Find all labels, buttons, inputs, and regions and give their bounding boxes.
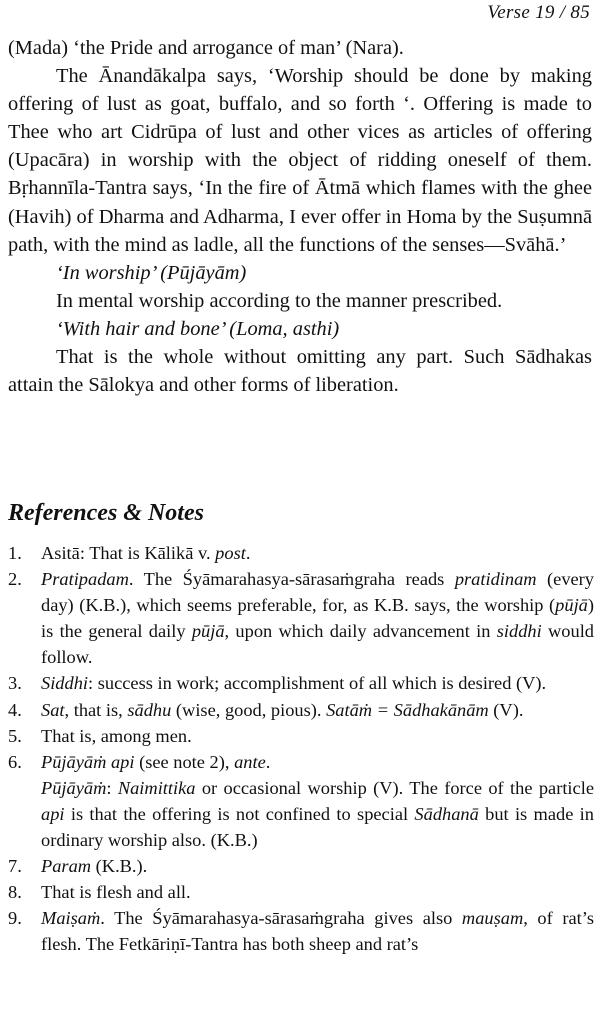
note-text: Maiṣaṁ. The Śyāmarahasya-sārasaṁgraha gives also mauṣam, of rat’s flesh. The Fetkāriṇī-Tantra has both sheep and rat’s (41, 908, 594, 955)
note-number: 1. (8, 543, 22, 563)
note-number: 9. (8, 908, 22, 929)
note-number: 7. (8, 856, 22, 877)
paragraph: That is the whole without omitting any part. Such Sādhakas attain the Sālokya and other forms of liberation. (8, 346, 592, 397)
note-number: 6. (8, 751, 22, 772)
note-item (8, 905, 594, 957)
note-text: Sat, that is, sādhu (wise, good, pious). Satāṁ = Sādhakānām (V). (41, 699, 524, 720)
note-number: 3. (8, 673, 22, 694)
note-text: That is flesh and all. (41, 882, 191, 903)
note-item (8, 540, 594, 566)
verse-commentary (8, 34, 592, 399)
note-item (8, 697, 594, 723)
term-heading: ‘In worship’ (Pūjāyām) (56, 261, 247, 284)
note-number: 5. (8, 725, 22, 746)
note-number: 4. (8, 699, 22, 720)
notes-heading: References & Notes (8, 500, 204, 526)
term-explanation: In mental worship according to the manner prescribed. (56, 289, 503, 312)
note-text: Siddhi: success in work; accomplishment of all which is desired (V). (41, 673, 547, 694)
note-text: Pūjāyāṁ api (see note 2), ante. (41, 751, 271, 772)
term-heading: ‘With hair and bone’ (Loma, asthi) (56, 317, 340, 340)
notes-list (8, 540, 594, 958)
note-text: That is, among men. (41, 725, 192, 746)
running-header: Verse 19 / 85 (487, 2, 590, 23)
note-text: Pratipadam. The Śyāmarahasya-sārasaṁgraha reads pratidinam (every day) (K.B.), which seems preferable, for, as K.B. says, the worship (pūjā) is the general daily pūjā, upon which daily advancement in siddhi would follow. (41, 569, 594, 668)
note-number: 2. (8, 569, 22, 590)
paragraph: The Ānandākalpa says, ‘Worship should be done by making offering of lust as goat, buffalo, and so forth ‘. Offering is made to Thee who art Cidrūpa of lust and other vices as articles of offering (Upacāra) in worship with the object of ridding oneself of them. Bṛhannīla-Tantra says, ‘In the fire of Ātmā which flames with the ghee (Havih) of Dharma and Adharma, I ever offer in Homa by the Suṣumnā path, with the mind as ladle, all the functions of the senses—Svāhā.’ (8, 65, 592, 256)
note-text: Asitā: That is Kālikā v. post. (41, 543, 251, 563)
note-number: 8. (8, 882, 22, 903)
note-item (8, 879, 594, 905)
note-item (8, 566, 594, 670)
note-continuation: Pūjāyāṁ: Naimittika or occasional worship (V). The force of the particle api is that the offering is not confined to special Sādhanā but is made in ordinary worship also. (K.B.) (41, 777, 594, 851)
note-item (8, 853, 594, 879)
note-text: Param (K.B.). (41, 856, 148, 877)
note-item (8, 749, 594, 775)
paragraph: (Mada) ‘the Pride and arrogance of man’ (Nara). (8, 37, 404, 59)
note-item (8, 723, 594, 749)
note-item (8, 670, 594, 696)
